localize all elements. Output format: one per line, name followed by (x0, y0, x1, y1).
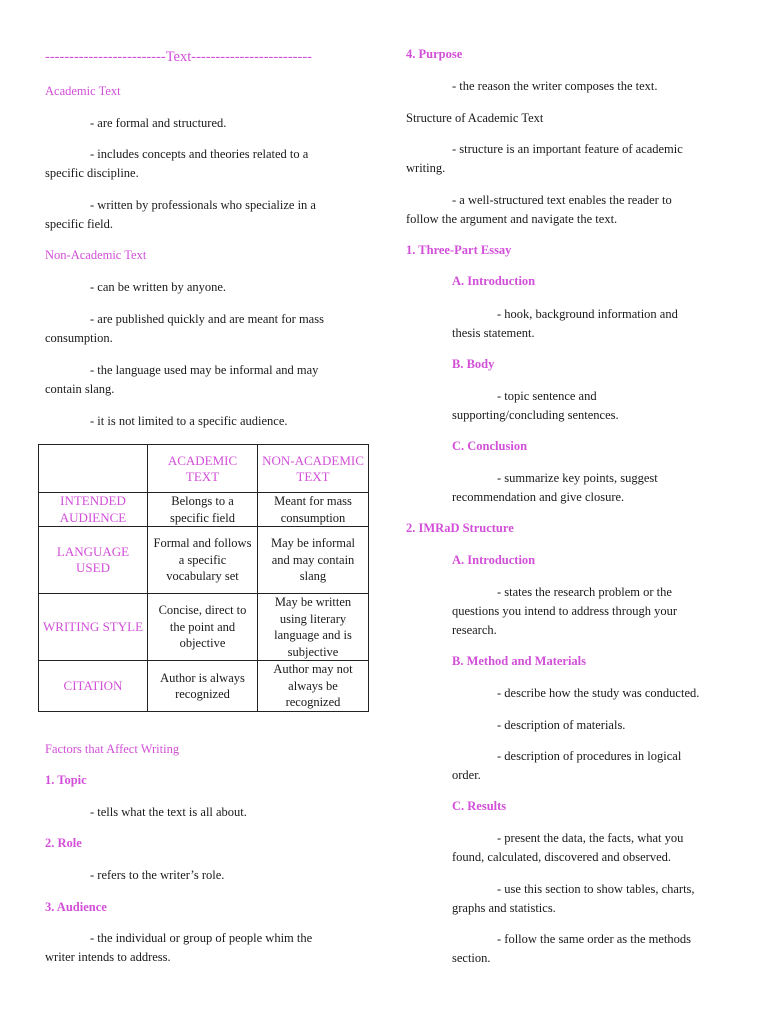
academic-text-heading: Academic Text (45, 84, 121, 98)
non-academic-item: consumption. (45, 331, 113, 345)
imrad-intro-text: - states the research problem or the (497, 585, 672, 599)
non-academic-item: - can be written by anyone. (90, 280, 227, 294)
imrad-results-text: - present the data, the facts, what you (497, 831, 684, 845)
imrad-intro-heading: A. Introduction (452, 553, 536, 567)
three-part-essay-heading: 1. Three-Part Essay (406, 243, 512, 257)
structure-text: follow the argument and navigate the text. (406, 212, 618, 226)
purpose-heading: 4. Purpose (406, 47, 463, 61)
table-row (39, 661, 369, 712)
imrad-intro-text: research. (452, 623, 497, 637)
three-part-body-text: - topic sentence and (497, 389, 597, 403)
structure-text: - structure is an important feature of academic (452, 142, 683, 156)
table-cell: Formal and follows a specific vocabulary set (148, 527, 258, 594)
academic-item: specific field. (45, 217, 114, 231)
row-header: CITATION (39, 661, 148, 712)
comparison-table (38, 444, 369, 712)
three-part-body-heading: B. Body (452, 357, 495, 371)
role-text: - refers to the writer’s role. (90, 868, 225, 882)
three-part-intro-text: - hook, background information and (497, 307, 678, 321)
table-cell: Belongs to a specific field (148, 493, 258, 527)
imrad-results-text: - follow the same order as the methods (497, 932, 692, 946)
audience-text: - the individual or group of people whim the (90, 931, 313, 945)
table-cell: May be informal and may contain slang (258, 527, 369, 594)
topic-text: - tells what the text is all about. (90, 805, 247, 819)
table-cell: Concise, direct to the point and objective (148, 594, 258, 661)
table-row (39, 594, 369, 661)
table-cell: May be written using literary language and is subjective (258, 594, 369, 661)
table-cell: Author may not always be recognized (258, 661, 369, 712)
structure-heading: Structure of Academic Text (406, 111, 544, 125)
academic-item: specific discipline. (45, 166, 139, 180)
column-header-academic: ACADEMIC TEXT (148, 445, 258, 493)
audience-text: writer intends to address. (45, 950, 171, 964)
imrad-heading: 2. IMRaD Structure (406, 521, 514, 535)
row-header: INTENDED AUDIENCE (39, 493, 148, 527)
imrad-results-text: section. (452, 951, 491, 965)
three-part-intro-heading: A. Introduction (452, 274, 536, 288)
purpose-text: - the reason the writer composes the text. (452, 79, 658, 93)
imrad-results-heading: C. Results (452, 799, 507, 813)
imrad-results-text: - use this section to show tables, charts, (497, 882, 695, 896)
imrad-method-text: - describe how the study was conducted. (497, 686, 700, 700)
imrad-method-text: - description of procedures in logical (497, 749, 682, 763)
table-header-row (39, 445, 369, 493)
factors-heading: Factors that Affect Writing (45, 742, 180, 756)
topic-heading: 1. Topic (45, 773, 87, 787)
table-cell: Meant for mass consumption (258, 493, 369, 527)
non-academic-item: contain slang. (45, 382, 115, 396)
table-corner-cell (39, 445, 148, 493)
imrad-method-text: order. (452, 768, 481, 782)
imrad-method-heading: B. Method and Materials (452, 654, 587, 668)
academic-item: - are formal and structured. (90, 116, 227, 130)
role-heading: 2. Role (45, 836, 82, 850)
table-row (39, 527, 369, 594)
row-header: WRITING STYLE (39, 594, 148, 661)
three-part-conclusion-text: - summarize key points, suggest (497, 471, 658, 485)
column-header-non-academic: NON-ACADEMIC TEXT (258, 445, 369, 493)
three-part-intro-text: thesis statement. (452, 326, 535, 340)
table-row (39, 493, 369, 527)
non-academic-item: - it is not limited to a specific audience. (90, 414, 288, 428)
non-academic-item: - are published quickly and are meant for mass (90, 312, 324, 326)
structure-text: writing. (406, 161, 446, 175)
audience-heading: 3. Audience (45, 900, 107, 914)
non-academic-item: - the language used may be informal and may (90, 363, 319, 377)
structure-text: - a well-structured text enables the reader to (452, 193, 672, 207)
imrad-results-text: found, calculated, discovered and observed. (452, 850, 672, 864)
table-cell: Author is always recognized (148, 661, 258, 712)
three-part-body-text: supporting/concluding sentences. (452, 408, 619, 422)
text-banner: -------------------------Text------------------------- (45, 49, 312, 65)
three-part-conclusion-text: recommendation and give closure. (452, 490, 625, 504)
imrad-method-text: - description of materials. (497, 718, 626, 732)
imrad-results-text: graphs and statistics. (452, 901, 556, 915)
non-academic-text-heading: Non-Academic Text (45, 248, 147, 262)
imrad-intro-text: questions you intend to address through your (452, 604, 677, 618)
academic-item: - includes concepts and theories related to a (90, 147, 309, 161)
three-part-conclusion-heading: C. Conclusion (452, 439, 528, 453)
row-header: LANGUAGE USED (39, 527, 148, 594)
academic-item: - written by professionals who specialize in a (90, 198, 316, 212)
